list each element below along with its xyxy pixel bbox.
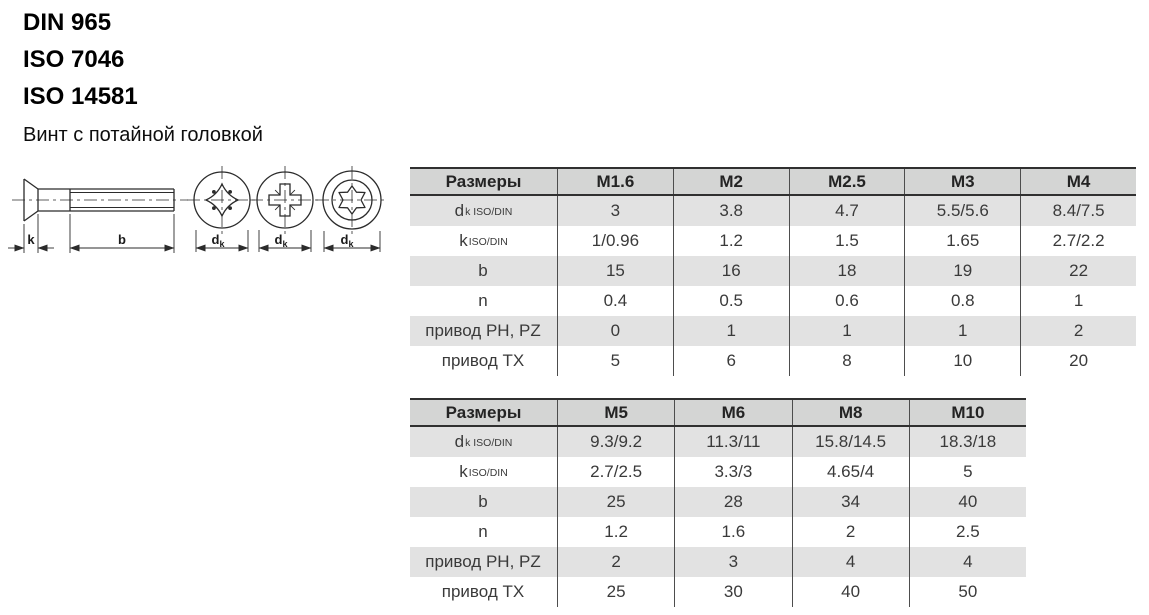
table-cell: 0.8 bbox=[904, 286, 1020, 316]
table-cell: 5 bbox=[909, 457, 1026, 487]
table-row-drive-tx bbox=[410, 577, 1026, 607]
table-cell: 4 bbox=[909, 547, 1026, 577]
row-label: привод PH, PZ bbox=[425, 321, 541, 340]
table-row-dk bbox=[410, 427, 1026, 457]
table-cell: 4.65/4 bbox=[792, 457, 909, 487]
table-cell: 0 bbox=[557, 316, 673, 346]
table-cell: 19 bbox=[904, 256, 1020, 286]
row-label: привод PH, PZ bbox=[425, 552, 541, 571]
table-cell: 40 bbox=[909, 487, 1026, 517]
table-row-drive-tx bbox=[410, 346, 1136, 376]
table-cell: 4 bbox=[792, 547, 909, 577]
torx-head-view bbox=[316, 166, 388, 252]
table-cell: 11.3/11 bbox=[674, 427, 791, 457]
table-cell: 1.6 bbox=[674, 517, 791, 547]
table-row-n bbox=[410, 517, 1026, 547]
header-cell-m6: M6 bbox=[674, 400, 791, 425]
table-cell: 25 bbox=[557, 487, 674, 517]
dim-label-dk: dk bbox=[211, 232, 225, 249]
table-cell: 2.5 bbox=[909, 517, 1026, 547]
standards-list bbox=[23, 4, 138, 115]
header-cell-m5: M5 bbox=[557, 400, 674, 425]
row-label: n bbox=[478, 291, 488, 310]
table-cell: 20 bbox=[1020, 346, 1136, 376]
dim-label-dk: dk bbox=[340, 232, 354, 249]
header-cell-m2-5: M2.5 bbox=[789, 169, 905, 194]
header-cell-m8: M8 bbox=[792, 400, 909, 425]
table-cell: 5 bbox=[557, 346, 673, 376]
phillips-head-view bbox=[187, 166, 257, 252]
table-cell: 9.3/9.2 bbox=[557, 427, 674, 457]
table-cell: 1.2 bbox=[557, 517, 674, 547]
table-cell: 1 bbox=[904, 316, 1020, 346]
header-cell-sizes: Размеры bbox=[445, 171, 522, 191]
table-cell: 4.7 bbox=[789, 196, 905, 226]
dim-label-dk: dk bbox=[274, 232, 288, 249]
table-cell: 1 bbox=[789, 316, 905, 346]
row-label: d k ISO/DIN bbox=[454, 432, 513, 451]
table-row-drive-ph-pz bbox=[410, 316, 1136, 346]
table-cell: 1 bbox=[673, 316, 789, 346]
table-cell: 1 bbox=[1020, 286, 1136, 316]
table-cell: 1.2 bbox=[673, 226, 789, 256]
header-cell-m4: M4 bbox=[1020, 169, 1136, 194]
dimension-k bbox=[8, 214, 54, 253]
table-cell: 0.4 bbox=[557, 286, 673, 316]
standard-din-965: DIN 965 bbox=[23, 9, 112, 36]
table-cell: 18.3/18 bbox=[909, 427, 1026, 457]
table-row-b bbox=[410, 256, 1136, 286]
table-cell: 18 bbox=[789, 256, 905, 286]
table-cell: 3 bbox=[557, 196, 673, 226]
product-title: Винт с потайной головкой bbox=[23, 124, 263, 146]
table-cell: 40 bbox=[792, 577, 909, 607]
table-cell: 28 bbox=[674, 487, 791, 517]
dimension-b bbox=[70, 214, 174, 253]
table-cell: 6 bbox=[673, 346, 789, 376]
table-cell: 3.8 bbox=[673, 196, 789, 226]
screw-side-view bbox=[8, 179, 188, 253]
size-table-m1-6-to-m4 bbox=[410, 167, 1136, 376]
table-cell: 2.7/2.5 bbox=[557, 457, 674, 487]
standard-iso-7046: ISO 7046 bbox=[23, 46, 125, 73]
table-cell: 22 bbox=[1020, 256, 1136, 286]
table-cell: 0.6 bbox=[789, 286, 905, 316]
table-cell: 25 bbox=[557, 577, 674, 607]
table-cell: 2 bbox=[557, 547, 674, 577]
header-cell-m1-6: M1.6 bbox=[557, 169, 673, 194]
table-row-k bbox=[410, 226, 1136, 256]
table-cell: 2 bbox=[1020, 316, 1136, 346]
table-cell: 8 bbox=[789, 346, 905, 376]
table-row-drive-ph-pz bbox=[410, 547, 1026, 577]
row-label: k ISO/DIN bbox=[459, 462, 508, 481]
table-row-b bbox=[410, 487, 1026, 517]
table-row-n bbox=[410, 286, 1136, 316]
table-cell: 16 bbox=[673, 256, 789, 286]
dim-label-b: b bbox=[118, 232, 126, 247]
table-cell: 0.5 bbox=[673, 286, 789, 316]
row-label: привод TX bbox=[441, 351, 525, 370]
header-cell-m2: M2 bbox=[673, 169, 789, 194]
table-cell: 1.5 bbox=[789, 226, 905, 256]
table-row-dk bbox=[410, 196, 1136, 226]
row-label: k ISO/DIN bbox=[459, 231, 508, 250]
table-cell: 34 bbox=[792, 487, 909, 517]
table-cell: 2.7/2.2 bbox=[1020, 226, 1136, 256]
dimension-dk-torx bbox=[324, 231, 380, 252]
table-cell: 1/0.96 bbox=[557, 226, 673, 256]
table-cell: 15 bbox=[557, 256, 673, 286]
table-cell: 10 bbox=[904, 346, 1020, 376]
header-cell-m3: M3 bbox=[904, 169, 1020, 194]
header-cell-m10: M10 bbox=[909, 400, 1026, 425]
technical-drawing bbox=[0, 165, 400, 280]
row-label: b bbox=[478, 492, 488, 511]
table-row-k bbox=[410, 457, 1026, 487]
size-table-m5-to-m10 bbox=[410, 398, 1026, 607]
pozidriv-head-view bbox=[250, 166, 320, 252]
table-cell: 50 bbox=[909, 577, 1026, 607]
table-cell: 1.65 bbox=[904, 226, 1020, 256]
table-cell: 30 bbox=[674, 577, 791, 607]
table-cell: 5.5/5.6 bbox=[904, 196, 1020, 226]
table-cell: 3 bbox=[674, 547, 791, 577]
dim-label-k: k bbox=[27, 232, 35, 247]
row-label: b bbox=[478, 261, 488, 280]
table-cell: 3.3/3 bbox=[674, 457, 791, 487]
table-cell: 15.8/14.5 bbox=[792, 427, 909, 457]
table-header-row bbox=[410, 398, 1026, 427]
header-cell-sizes: Размеры bbox=[445, 402, 522, 422]
row-label: привод TX bbox=[441, 582, 525, 601]
standard-iso-14581: ISO 14581 bbox=[23, 83, 138, 110]
table-cell: 2 bbox=[792, 517, 909, 547]
row-label: n bbox=[478, 522, 488, 541]
table-cell: 8.4/7.5 bbox=[1020, 196, 1136, 226]
table-header-row bbox=[410, 167, 1136, 196]
row-label: d k ISO/DIN bbox=[454, 201, 513, 220]
